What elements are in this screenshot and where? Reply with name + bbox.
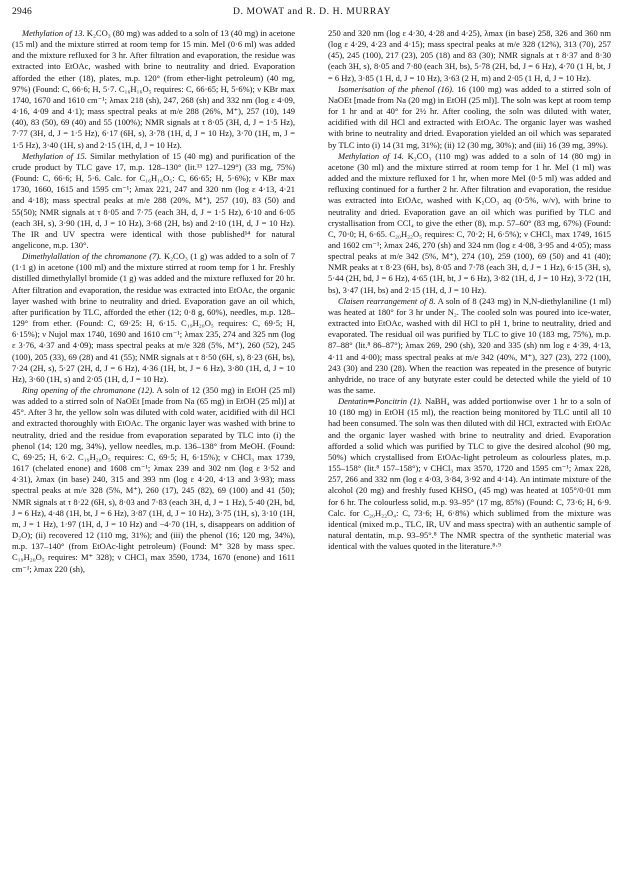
paragraph-claisen xyxy=(328,296,611,396)
paragraph-body: 250 and 320 nm (log ε 4·30, 4·28 and 4·25), λmax (in base) 258, 326 and 360 nm (log ε 4·29, 4·23 and 4·15); mass spectral peaks at m/e 328 (12%), 313 (70), 257 (45), 245 (100), 217 (23), 205 (18) and 83 (30); NMR signals at τ 8·37 and 8·30 (each 3H, s), 8·05 and 7·80 (each 3H, bs), 5·78 (2H, bd, J = 6 Hz), 4·70 (1 H, bt, J = 6 Hz), 3·85 (1 H, d, J = 10 Hz), 3·63 (2 H, m) and 2·05 (1 H, d, J = 10 Hz). xyxy=(328,28,611,83)
paragraph-methylation-14 xyxy=(328,151,611,296)
paragraph-methylation-15 xyxy=(12,151,295,251)
running-header xyxy=(12,6,612,22)
page-number: 2946 xyxy=(12,6,32,17)
paragraph-body: Similar methylation of 15 (40 mg) and purification of the crude product by TLC gave 17, m.p. 128–130° (lit.¹³ 127–129°) (33 mg, 75%) (Found: C, 66·6; H, 5·6. Calc. for C₁₆H₁₆O₅: C, 66·65; H, 5·6%); ν KBr max 1730, 1660, 1615 and 1595 cm⁻¹; λmax 221, 247 and 320 nm (log ε 4·13, 4·21 and 4·18); mass spectral peaks at m/e 288 (20%, M⁺), 257 (10), 83 (50) and 55(50); NMR signals at τ 8·05 and 7·75 (each 3H, d, J = 1·5 Hz), 6·10 and 6·05 (each 3H, s), 3·90 (1H, d, J = 10 Hz), 3·68 (2H, bs) and 2·10 (1H, d, J = 10 Hz). The IR and UV spectra were identical with those published¹⁴ for natural angelicone, m.p. 130°. xyxy=(12,150,295,250)
paragraph-methylation-13 xyxy=(12,28,295,151)
paragraph-heading: Methylation of 14. xyxy=(338,150,404,161)
paragraph-dimethylallation xyxy=(12,251,295,385)
paragraph-body: K₂CO₃ (110 mg) was added to a soln of 14 (80 mg) in acetone (30 ml) and the mixture stirred at room temp for 1 hr. MeI (1 ml) was added and the mixture refluxed for 1 hr, when more MeI (0·5 ml) was added and refluxing continued for a further 2 hr. After filtration and evaporation, the residue was extracted into EtOAc, washed with K₂CO₃ aq (0·5%, w/v), with brine to neutrality and dried. Evaporation gave an oil which was purified by TLC and crystallisation from CCl₄ to give the ether (8), m.p. 57–60° (83 mg, 67%) (Found: C, 70·0; H, 6·65. C₂₀H₂₂O₅ requires: C, 70·2; H, 6·5%); ν CHCl₃ max 1749, 1615 and 1602 cm⁻¹; λmax 246, 270 (sh) and 324 nm (log ε 4·08, 3·95 and 4·05); mass spectral peaks at m/e 342 (5%, M⁺), 274 (10), 259 (100), 69 (50) and 41 (40); NMR peaks at τ 8·23 (6H, bs), 8·05 and 7·78 (each 3H, d, J = 1 Hz), 6·15 (3H, s), 5·44 (2H, bd, J = 6 Hz), 4·65 (1H, bt, J = 6 Hz), 3·82 (1H, d, J = 10 Hz), 3·72 (1H, bs), 3·47 (1H, bs) and 2·15 (1H, d, J = 10 Hz). xyxy=(328,150,611,295)
paragraph-isomerisation xyxy=(328,84,611,151)
paragraph-body: 16 (100 mg) was added to a stirred soln of NaOEt [made from Na (20 mg) in EtOH (25 ml)]. The soln was kept at room temp for 1 hr and at 40° for 2½ hr. After cooling, the soln was diluted with water, acidified with dil HCl and extracted with EtOAc. The organic layer was washed with brine to neutrality and dried. Evaporation yielded an oil which was separated by TLC into (i) 14 (31 mg, 31%); (ii) 12 (30 mg, 30%); and (iii) 16 (39 mg, 39%). xyxy=(328,83,611,150)
paragraph-ring-opening xyxy=(12,385,295,575)
paragraph-body: A soln of 12 (350 mg) in EtOH (25 ml) was added to a stirred soln of NaOEt [made from Na (65 mg) in EtOH (25 ml)] at 45°. After 3 hr, the yellow soln was diluted with cold water, acidified with dil HCl and extracted thoroughly with EtOAc. The organic layer was washed with brine to neutrality, dried and the residue from evaporation separated by TLC into (i) the phenol (14; 120 mg, 34%), yellow needles, m.p. 136–138° from MeOH. (Found: C, 69·25; H, 6·2. C₁₉H₂₀O₅ requires: C, 69·5; H, 6·15%); ν CHCl₃ max 1739, 1617 (chelated enone) and 1608 cm⁻¹; λmax 239 and 302 nm (log ε 3·52 and 4·31), λmax (in base) 240, 315 and 393 nm (log ε 4·20, 4·13 and 3·93); mass spectral peaks at m/e 328 (5%, M⁺), 260 (17), 245 (82), 69 (100) and 41 (50); NMR signals at τ 8·22 (6H, s), 8·03 and 7·83 (each 3H, d, J = 1 Hz), 5·40 (2H, bd, J = 6 Hz), 4·48 (1H, bt, J = 6 Hz), 3·87 (1H, d, J = 10 Hz), 3·75 (1H, s), 3·10 (1H, m, J = 1 Hz), 1·97 (1H, d, J = 10 Hz) and −4·70 (1H, s, disappears on addition of D₂O); (ii) recovered 12 (110 mg, 31%); and (iii) the phenol (16; 120 mg, 34%), m.p. 137–140° (from EtOAc-light petroleum) (Found: M⁺ 328 by mass spec. C₁₉H₂₀O₅ requires: M⁺ 328); ν CHCl₃ max 3590, 1734, 1670 (enone) and 1611 cm⁻¹; λmax 220 (sh), xyxy=(12,385,295,574)
right-column xyxy=(328,28,611,886)
paragraph-heading: Isomerisation of the phenol (16). xyxy=(338,83,455,94)
paragraph-body: NaBH₄ was added portionwise over 1 hr to a soln of 10 (180 mg) in EtOH (15 ml), the reaction being monitored by TLC until all 10 had been consumed. The soln was then diluted with dil HCl, extracted with EtOAc and the organic layer washed with brine to neutrality and dried. Evaporation afforded a solid which was purified by TLC to give the desired alcohol (90 mg, 50%) which crystallised from EtOAc-light petroleum as colourless plates, m.p. 155–158° (lit.⁸ 157–158°); ν CHCl₃ max 3570, 1720 and 1595 cm⁻¹; λmax 228, 257, 266 and 332 nm (log ε 4·03, 3·84, 3·92 and 4·14). An intimate mixture of the alcohol (20 mg) and freshly fused KHSO₄ (45 mg) was heated at 105°/0·01 mm for 6 hr. The colourless solid, m.p. 93–95° (17 mg, 85%) (Found: C, 73·6; H, 6·9. Calc. for C₂₀H₂₂O₄: C, 73·6; H, 6·8%) which sublimed from the mixture was identical (mixed m.p., TLC, IR, UV and mass spectra) with an authentic sample of natural dentatin, m.p. 93–95°.⁸ The NMR spectra of the synthetic material was identical with the values quoted in the literature.⁸·⁹ xyxy=(328,396,611,552)
paragraph-heading: Methylation of 13. xyxy=(22,28,85,38)
paragraph-heading: Dimethylallation of the chromanone (7). xyxy=(22,251,162,262)
paragraph-heading: Methylation of 15. xyxy=(22,150,87,161)
running-title: D. MOWAT and R. D. H. MURRAY xyxy=(232,6,392,17)
paragraph-body: A soln of 8 (243 mg) in N,N-diethylaniline (1 ml) was heated at 180° for 3 hr under N₂. The cooled soln was poured into ice-water, extracted into EtOAc, washed with dil HCl to pH 1, brine to neutrality, dried and evaporated. The residual oil was purified by TLC to give 10 (183 mg, 75%), m.p. 87–88° (lit.⁸ 86–87°); λmax 269, 290 (sh), 320 and 335 (sh) nm log ε 4·39, 4·13, 4·11 and 4·00); mass spectral peaks at m/e 342 (40%, M⁺), 327 (23), 272 (100), 243 (30) and 230 (28). When the reaction was repeated in the presence of butyric anhydride, no trace of any butyrate ester could be detected while the yield of 10 was the same. xyxy=(328,295,611,395)
paragraph-heading: Dentatin⇒Poncitrin (1). xyxy=(338,396,422,407)
paragraph-body: K₂CO₃ (1 g) was added to a soln of 7 (1·1 g) in acetone (100 ml) and the mixture stirred at room temp for 1 hr. Freshly distilled dimethylallyl bromide (1 g) was added and the mixture refluxed for 20 hr. After filtration and evaporation, the residue was extracted into EtOAc, the organic layer washed with brine to neutrality and dried. Evaporation gave an oil which, after purification by TLC, afforded the ether (12; 0·8 g, 60%), needles, m.p. 128–129° from ether. (Found: C, 69·25: H, 6·15. C₁₉H₂₀O₅ requires: C, 69·5; H, 6·15%); ν Nujol max 1740, 1690 and 1610 cm⁻¹; λmax 235, 274 and 325 nm (log ε 3·76, 4·37 and 4·09); mass spectral peaks at m/e 328 (5%, M⁺), 260 (52), 245 (100), 205 (33), 69 (28) and 41 (55); NMR signals at τ 8·50 (6H, s), 8·23 (6H, bs), 7·24 (2H, s), 5·27 (2H, d, J = 6 Hz), 4·36 (1H, bt, J = 6 Hz), 3·80 (1H, d, J = 10 Hz), 3·60 (1H, s) and 2·05 (1H, d, J = 10 Hz). xyxy=(12,251,295,384)
left-column xyxy=(12,28,295,886)
paragraph-dentatin-poncitrin xyxy=(328,396,611,552)
paragraph-continued xyxy=(328,28,611,84)
paragraph-heading: Claisen rearrangement of 8. xyxy=(338,295,436,306)
paragraph-body: K₂CO₃ (80 mg) was added to a soln of 13 (40 mg) in acetone (15 ml) and the mixture stirred at room temp for 15 min. MeI (0·6 ml) was added and the mixture refluxed for 3 hr. After filtration and evaporation, the residue was extracted into EtOAc, washed with brine to neutrality and dried. Evaporation afforded the ether (18), plates, m.p. 120° (from ether-light petroleum) (40 mg, 97%) (Found: C, 66·6; H, 5·7. C₁₆H₁₆O₅ requires: C, 66·65; H, 5·6%); ν KBr max 1740, 1670 and 1610 cm⁻¹; λmax 218 (sh), 247, 268 (sh) and 332 nm (log ε 4·09, 4·16, 4·09 and 4·1); mass spectral peaks at m/e 288 (26%, M⁺), 257 (10), 149 (40), 83 (50), 69 (40) and 55 (100%); NMR signals at τ 8·05 (3H, d, J = 1·5 Hz), 7·77 (3H, d, J = 1·5 Hz), 6·17 (6H, s), 3·78 (1H, d, J = 10 Hz), 3·70 (1H, m, J = 1·5 Hz), 3·40 (1H, s) and 2·15 (1H, d, J = 10 Hz). xyxy=(12,28,295,150)
paragraph-heading: Ring opening of the chromanone (12). xyxy=(22,385,155,395)
